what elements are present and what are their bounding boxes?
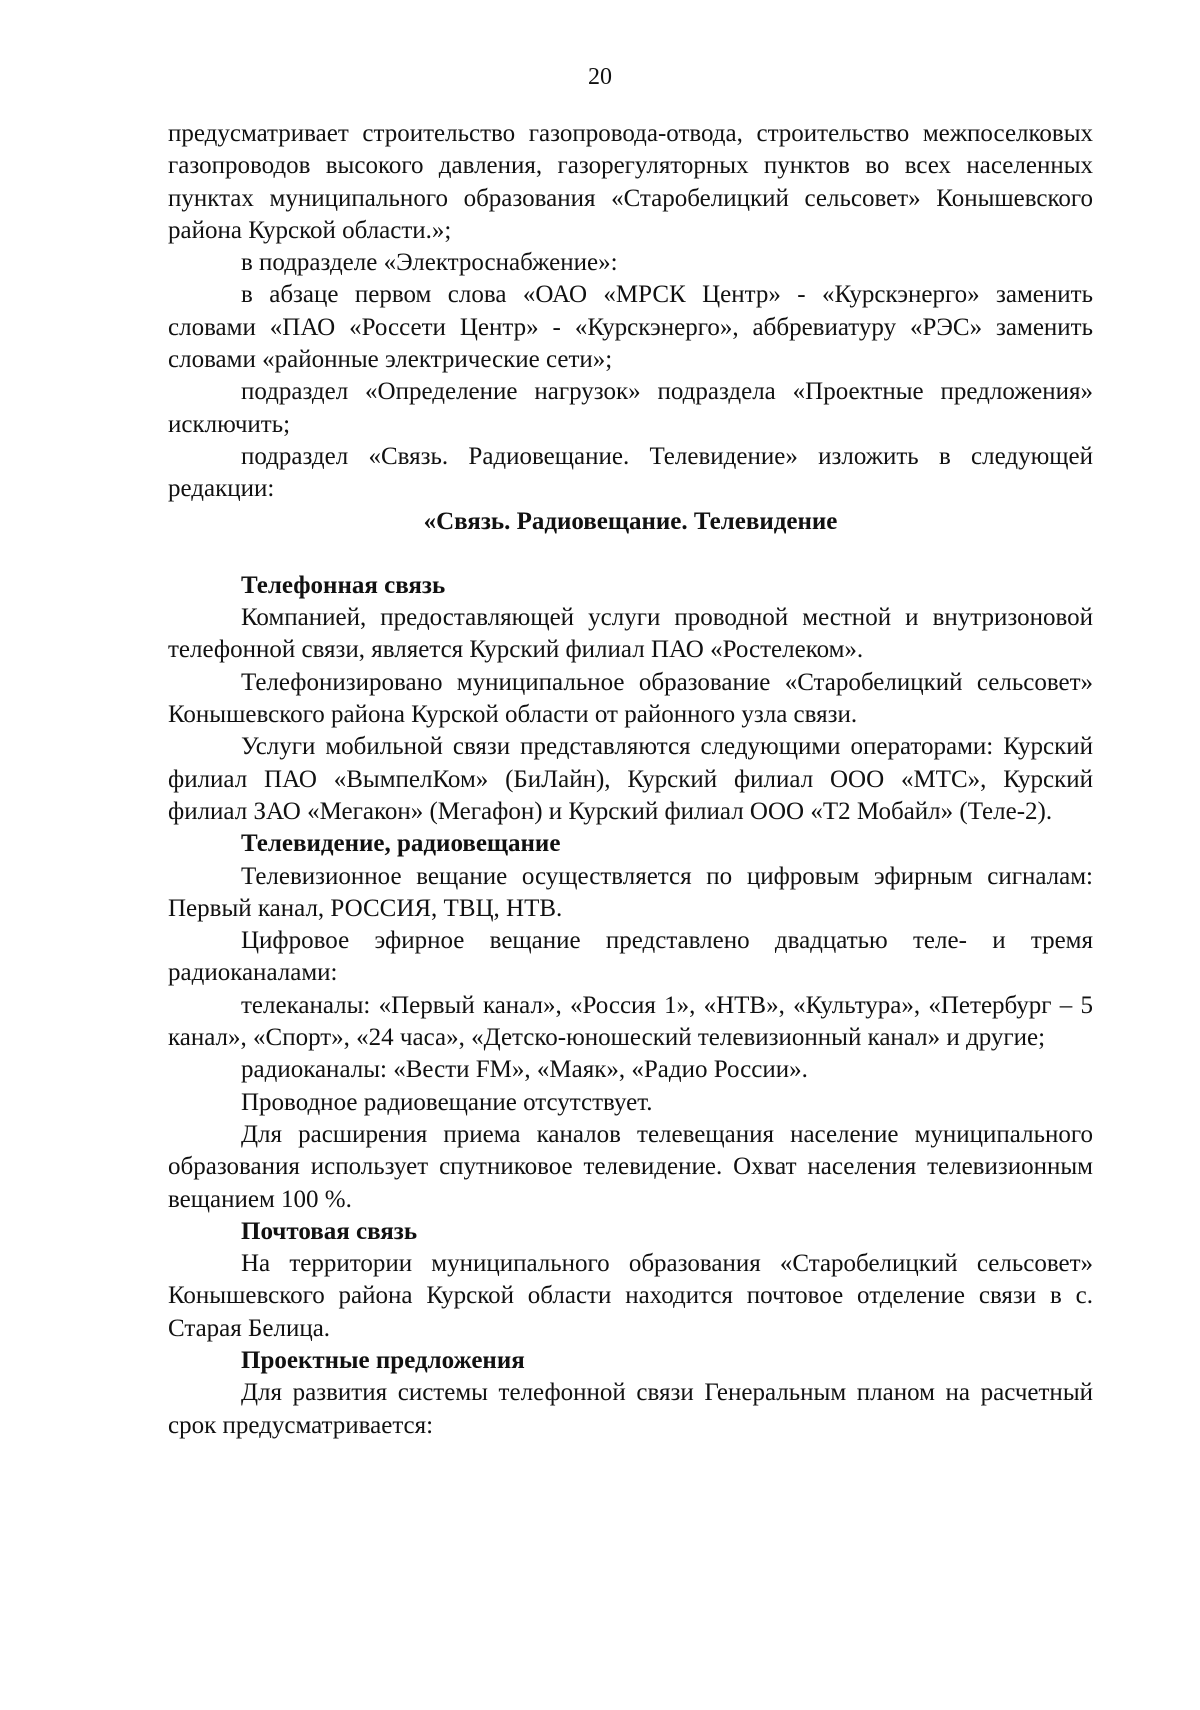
document-body [168,118,1093,1442]
paragraph: Для развития системы телефонной связи Генеральным планом на расчетный срок предусматривается: [168,1379,1093,1439]
subsection-heading: Телевидение, радиовещание [241,830,561,858]
paragraph: Телефонизировано муниципальное образование «Старобелицкий сельсовет» Конышевского района Курской области от районного узла связи. [168,668,1093,729]
paragraph: в подразделе «Электроснабжение»: [241,249,618,277]
paragraph: На территории муниципального образования «Старобелицкий сельсовет» Конышевского района Курской области находится почтовое отделение связи в с. Старая Белица. [168,1250,1093,1342]
blank-line [168,538,1093,570]
paragraph: телеканалы: «Первый канал», «Россия 1», «НТВ», «Культура», «Петербург – 5 канал», «Спорт», «24 часа», «Детско-юношеский телевизионный канал» и другие; [168,991,1093,1052]
paragraph: Для расширения приема каналов телевещания население муниципального образования использует спутниковое телевидение. Охват населения телевизионным вещанием 100 %. [168,1120,1093,1213]
section-title: «Связь. Радиовещание. Телевидение [423,507,838,535]
paragraph: подраздел «Определение нагрузок» подраздела «Проектные предложения» исключить; [168,378,1093,438]
paragraph: в абзаце первом слова «ОАО «МРСК Центр» - «Курскэнерго» заменить словами «ПАО «Россети Центр» - «Курскэнерго», аббревиатуру «РЭС» заменить словами «районные электрические сети»; [168,281,1093,374]
paragraph: Услуги мобильной связи представляются следующими операторами: Курский филиал ПАО «ВымпелКом» (БиЛайн), Курский филиал ООО «МТС», Курский филиал ЗАО «Мегакон» (Мегафон) и Курский филиал ООО «Т2 Мобайл» (Теле-2). [168,733,1093,825]
subsection-heading: Почтовая связь [241,1217,418,1245]
paragraph: Цифровое эфирное вещание представлено двадцатью теле- и тремя радиоканалами: [168,927,1093,987]
paragraph: Проводное радиовещание отсутствует. [241,1088,653,1116]
paragraph: Компанией, предоставляющей услуги проводной местной и внутризоновой телефонной связи, является Курский филиал ПАО «Ростелеком». [168,604,1093,664]
paragraph: Телевизионное вещание осуществляется по цифровым эфирным сигналам: Первый канал, РОССИЯ, ТВЦ, НТВ. [168,862,1093,922]
subsection-heading: Телефонная связь [241,571,446,599]
page-number: 20 [588,64,612,90]
paragraph: предусматривает строительство газопровода-отвода, строительство межпоселковых газопроводов высокого давления, газорегуляторных пунктов во всех населенных пунктах муниципального образования «Старобелицкий сельсовет» Конышевского района Курской области.»; [168,120,1093,244]
subsection-heading: Проектные предложения [241,1346,525,1374]
paragraph: радиоканалы: «Вести FM», «Маяк», «Радио России». [241,1056,808,1084]
paragraph: подраздел «Связь. Радиовещание. Телевидение» изложить в следующей редакции: [168,442,1093,503]
